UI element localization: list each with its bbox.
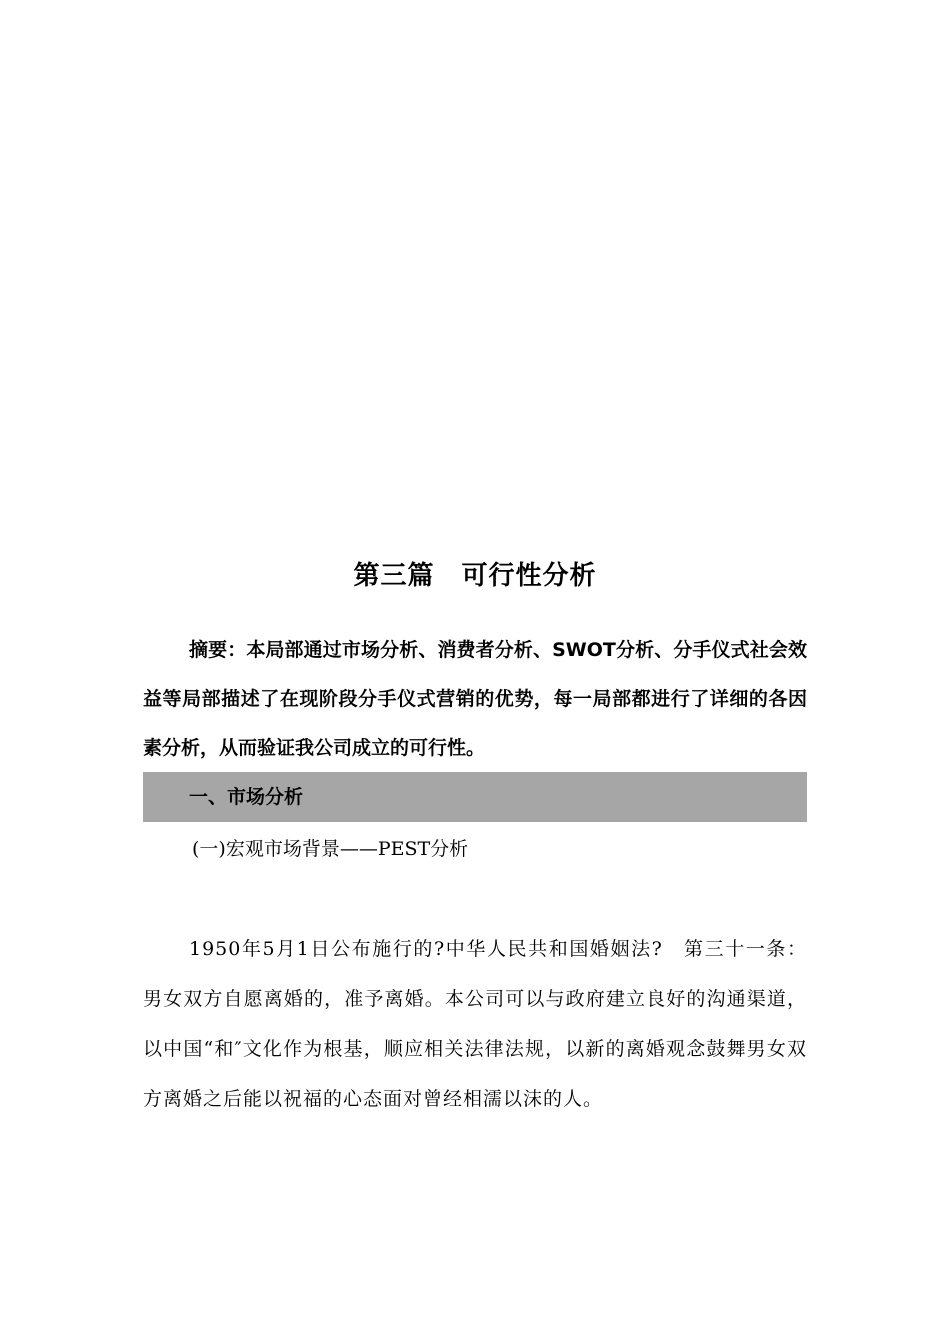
section-heading: 一、市场分析: [189, 786, 304, 808]
body-paragraph: 1950年5月1日公布施行的?中华人民共和国婚姻法? 第三十一条：男女双方自愿离婚的，准予离婚。本公司可以与政府建立良好的沟通渠道，以中国“和″文化作为根基，顺应相关法律法规，以新的离婚观念鼓舞男女双方离婚之后能以祝福的心态面对曾经相濡以沫的人。: [143, 938, 807, 1110]
subsection-heading: (一)宏观市场背景——PEST分析: [192, 838, 469, 860]
section-heading-bar: [143, 772, 807, 822]
page-title: 第三篇 可行性分析: [353, 561, 597, 591]
abstract-paragraph: 摘要：本局部通过市场分析、消费者分析、SWOT分析、分手仪式社会效益等局部描述了在现阶段分手仪式营销的优势，每一局部都进行了详细的各因素分析，从而验证我公司成立的可行性。: [143, 639, 807, 759]
